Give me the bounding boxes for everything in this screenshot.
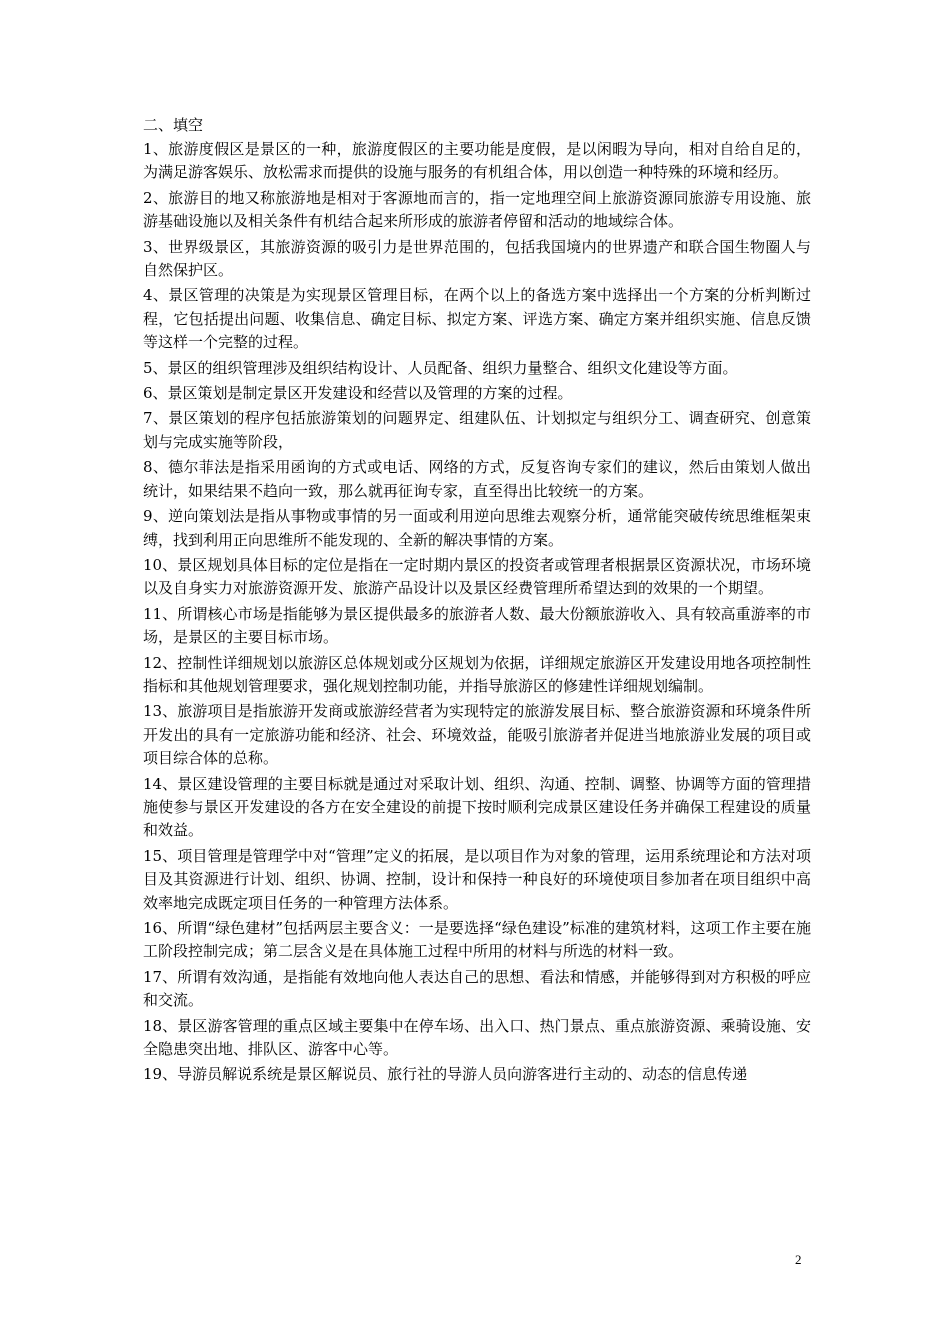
paragraph-4: 4、景区管理的决策是为实现景区管理目标，在两个以上的备选方案中选择出一个方案的分析判断过程，它包括提出问题、收集信息、确定目标、拟定方案、评选方案、确定方案并组织实施、信息反馈等这样一个完整的过程。	[143, 286, 811, 352]
paragraph-13: 13、旅游项目是指旅游开发商或旅游经营者为实现特定的旅游发展目标、整合旅游资源和环境条件所开发出的具有一定旅游功能和经济、社会、环境效益，能吸引旅游者并促进当地旅游业发展的项目或项目综合体的总称。	[143, 702, 811, 768]
paragraph-3: 3、世界级景区，其旅游资源的吸引力是世界范围的，包括我国境内的世界遗产和联合国生物圈人与自然保护区。	[143, 237, 811, 280]
section-heading: 二、填空	[143, 116, 204, 134]
paragraph-17: 17、所谓有效沟通，是指能有效地向他人表达自己的思想、看法和情感，并能够得到对方积极的呼应和交流。	[143, 967, 811, 1010]
paragraph-12: 12、控制性详细规划以旅游区总体规划或分区规划为依据，详细规定旅游区开发建设用地各项控制性指标和其他规划管理要求，强化规划控制功能，并指导旅游区的修建性详细规划编制。	[143, 653, 811, 695]
paragraph-8: 8、德尔菲法是指采用函询的方式或电话、网络的方式，反复咨询专家们的建议，然后由策划人做出统计，如果结果不趋向一致，那么就再征询专家，直至得出比较统一的方案。	[143, 458, 811, 500]
paragraph-2: 2、旅游目的地又称旅游地是相对于客源地而言的，指一定地理空间上旅游资源同旅游专用设施、旅游基础设施以及相关条件有机结合起来所形成的旅游者停留和活动的地域综合体。	[143, 188, 811, 231]
paragraph-9: 9、逆向策划法是指从事物或事情的另一面或利用逆向思维去观察分析，通常能突破传统思维框架束缚，找到利用正向思维所不能发现的、全新的解决事情的方案。	[143, 507, 811, 549]
paragraph-10: 10、景区规划具体目标的定位是指在一定时期内景区的投资者或管理者根据景区资源状况，市场环境以及自身实力对旅游资源开发、旅游产品设计以及景区经费管理所希望达到的效果的一个期望。	[143, 555, 811, 598]
paragraph-5: 5、景区的组织管理涉及组织结构设计、人员配备、组织力量整合、组织文化建设等方面。	[143, 358, 738, 377]
paragraph-7: 7、景区策划的程序包括旅游策划的问题界定、组建队伍、计划拟定与组织分工、调查研究、创意策划与完成实施等阶段，	[143, 409, 811, 451]
page-number: 2	[795, 1252, 802, 1267]
paragraph-1: 1、旅游度假区是景区的一种，旅游度假区的主要功能是度假，是以闲暇为导向，相对自给自足的，为满足游客娱乐、放松需求而提供的设施与服务的有机组合体，用以创造一种特殊的环境和经历。	[143, 140, 811, 182]
paragraph-14: 14、景区建设管理的主要目标就是通过对采取计划、组织、沟通、控制、调整、协调等方面的管理措施使参与景区开发建设的各方在安全建设的前提下按时顺利完成景区建设任务并确保工程建设的质量和效益。	[143, 774, 811, 840]
paragraph-18: 18、景区游客管理的重点区域主要集中在停车场、出入口、热门景点、重点旅游资源、乘骑设施、安全隐患突出地、排队区、游客中心等。	[143, 1016, 811, 1059]
paragraph-6: 6、景区策划是制定景区开发建设和经营以及管理的方案的过程。	[143, 384, 573, 403]
paragraph-11: 11、所谓核心市场是指能够为景区提供最多的旅游者人数、最大份额旅游收入、具有较高重游率的市场，是景区的主要目标市场。	[143, 604, 811, 647]
paragraph-16: 16、所谓“绿色建材”包括两层主要含义：一是要选择“绿色建设”标准的建筑材料，这项工作主要在施工阶段控制完成；第二层含义是在具体施工过程中所用的材料与所选的材料一致。	[143, 919, 811, 961]
paragraph-19: 19、导游员解说系统是景区解说员、旅行社的导游人员向游客进行主动的、动态的信息传递	[143, 1065, 748, 1084]
paragraph-15: 15、项目管理是管理学中对“管理”定义的拓展，是以项目作为对象的管理，运用系统理论和方法对项目及其资源进行计划、组织、协调、控制，设计和保持一种良好的环境使项目参加者在项目组织中高效率地完成既定项目任务的一种管理方法体系。	[143, 846, 811, 912]
document-body	[143, 114, 811, 1089]
